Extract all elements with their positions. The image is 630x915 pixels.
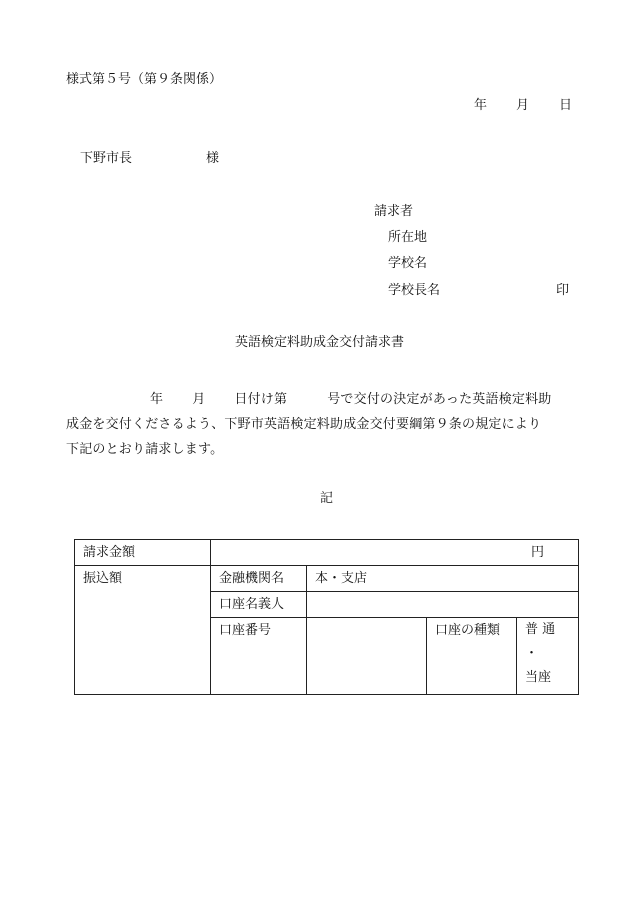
requester-principal-label: 学校長名 [388, 283, 441, 298]
claim-table [74, 539, 579, 695]
bank-name-label: 金融機関名 [211, 566, 307, 592]
bank-row [75, 566, 579, 592]
requester-school-label: 学校名 [388, 256, 428, 271]
claim-amount-label: 請求金額 [75, 540, 211, 566]
body-line1-rest: 号で交付の決定があった英語検定料助 [327, 392, 552, 407]
date-year-label: 年 [474, 98, 488, 113]
account-number-value[interactable] [307, 618, 427, 695]
account-type-value[interactable] [517, 618, 579, 695]
body-month: 月 [192, 392, 206, 407]
paragraph-line-1 [66, 387, 581, 412]
date-month-label: 月 [516, 98, 530, 113]
addressee-honorific: 様 [206, 151, 220, 166]
claim-amount-value[interactable] [211, 540, 579, 566]
ki-heading: 記 [320, 491, 334, 506]
addressee-name: 下野市長 [80, 151, 133, 166]
paragraph-line-3: 下記のとおり請求します。 [66, 442, 224, 457]
account-type-toza: 当座 [525, 670, 552, 685]
transfer-label: 振込額 [75, 566, 211, 695]
claim-amount-row [75, 540, 579, 566]
body-year: 年 [150, 392, 164, 407]
account-type-futsu: 普 通 ・ [525, 622, 556, 661]
account-type-label: 口座の種類 [427, 618, 517, 695]
requester-address-label: 所在地 [388, 230, 428, 245]
date-day-label: 日 [559, 98, 573, 113]
form-number: 様式第５号（第９条関係） [66, 72, 223, 87]
account-holder-value[interactable] [307, 592, 579, 618]
paragraph-line-2: 成金を交付くださるよう、下野市英語検定料助成金交付要綱第９条の規定により [66, 417, 542, 432]
bank-name-value[interactable]: 本・支店 [307, 566, 579, 592]
seal-mark: 印 [556, 283, 570, 298]
account-holder-label: 口座名義人 [211, 592, 307, 618]
request-paragraph [66, 387, 581, 462]
yen-unit: 円 [531, 545, 545, 560]
document-title: 英語検定料助成金交付請求書 [235, 335, 405, 350]
body-dated-no: 日付け第 [234, 392, 288, 407]
account-number-label: 口座番号 [211, 618, 307, 695]
requester-heading: 請求者 [374, 204, 414, 219]
